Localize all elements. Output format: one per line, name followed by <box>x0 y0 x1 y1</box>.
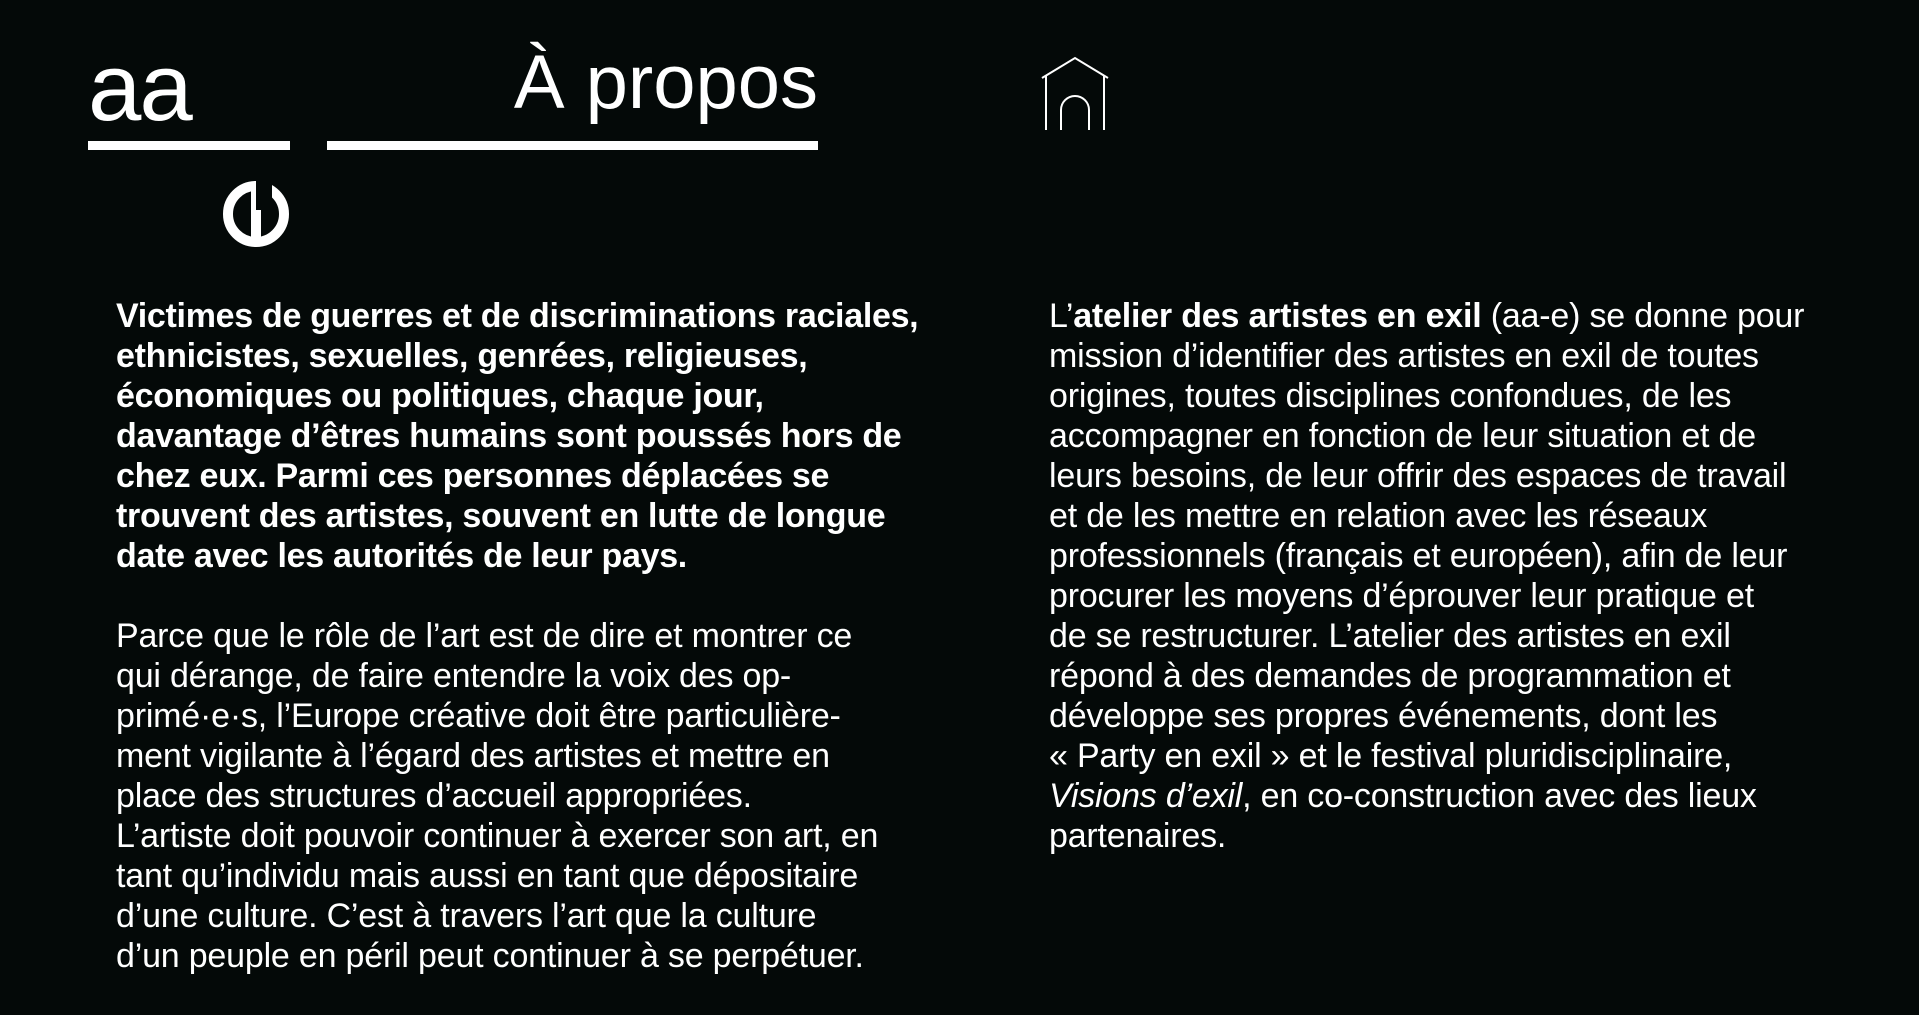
festival-name: Visions d’exil <box>1049 777 1243 815</box>
intro-line: davantage d’êtres humains sont poussés hors de <box>116 417 902 455</box>
body-line: mission d’identifier des artistes en exil de toutes <box>1049 337 1759 375</box>
body-line: Parce que le rôle de l’art est de dire et montrer ce <box>116 617 853 655</box>
page-header <box>327 40 818 155</box>
intro-line: chez eux. Parmi ces personnes déplacées se <box>116 457 830 495</box>
intro-line: ethnicistes, sexuelles, genrées, religieuses, <box>116 337 808 375</box>
body-line: répond à des demandes de programmation et <box>1049 657 1731 695</box>
left-column <box>116 296 986 976</box>
site-logo[interactable] <box>88 34 290 250</box>
body-line <box>1049 776 1919 816</box>
body-line: L’artiste doit pouvoir continuer à exercer son art, en <box>116 817 879 855</box>
body-line: qui dérange, de faire entendre la voix des op- <box>116 657 792 695</box>
house-outline-icon <box>1040 56 1110 132</box>
body-line: partenaires. <box>1049 817 1227 855</box>
home-button[interactable] <box>1040 56 1110 132</box>
body-line <box>1049 296 1919 336</box>
body-paragraph-left <box>116 616 986 976</box>
body-line: accompagner en fonction de leur situation et de <box>1049 417 1756 455</box>
body-line: primé·e·s, l’Europe créative doit être particulière- <box>116 697 841 735</box>
body-line: ment vigilante à l’égard des artistes et mettre en <box>116 737 830 775</box>
page-title: À propos <box>513 40 818 125</box>
body-text: (aa-e) se donne pour <box>1481 297 1805 335</box>
body-text: , en co-construction avec des lieux <box>1242 777 1757 815</box>
organisation-name: atelier des artistes en exil <box>1073 297 1482 335</box>
logo-underline <box>88 141 290 150</box>
body-text-prefix: L’ <box>1049 297 1074 335</box>
intro-line: trouvent des artistes, souvent en lutte de longue <box>116 497 886 535</box>
body-line: de se restructurer. L’atelier des artistes en exil <box>1049 617 1731 655</box>
intro-paragraph <box>116 296 986 576</box>
body-line: origines, toutes disciplines confondues, de les <box>1049 377 1732 415</box>
body-line: et de les mettre en relation avec les réseaux <box>1049 497 1708 535</box>
right-column <box>1049 296 1919 856</box>
body-line: procurer les moyens d’éprouver leur pratique et <box>1049 577 1754 615</box>
intro-line: Victimes de guerres et de discriminations raciales, <box>116 297 919 335</box>
title-underline <box>327 141 818 150</box>
body-line: professionnels (français et européen), afin de leur <box>1049 537 1788 575</box>
intro-line: date avec les autorités de leur pays. <box>116 537 687 575</box>
body-line: leurs besoins, de leur offrir des espaces de travail <box>1049 457 1787 495</box>
logo-aa-text: aa <box>88 34 191 141</box>
logo-rotated-e-icon <box>222 180 290 248</box>
body-line: « Party en exil » et le festival pluridisciplinaire, <box>1049 737 1733 775</box>
paragraph-gap <box>116 576 986 616</box>
intro-line: économiques ou politiques, chaque jour, <box>116 377 764 415</box>
body-line: tant qu’individu mais aussi en tant que dépositaire <box>116 857 859 895</box>
body-line: d’une culture. C’est à travers l’art que la culture <box>116 897 817 935</box>
body-line: développe ses propres événements, dont les <box>1049 697 1718 735</box>
body-line: place des structures d’accueil appropriées. <box>116 777 752 815</box>
body-line: d’un peuple en péril peut continuer à se perpétuer. <box>116 937 864 975</box>
